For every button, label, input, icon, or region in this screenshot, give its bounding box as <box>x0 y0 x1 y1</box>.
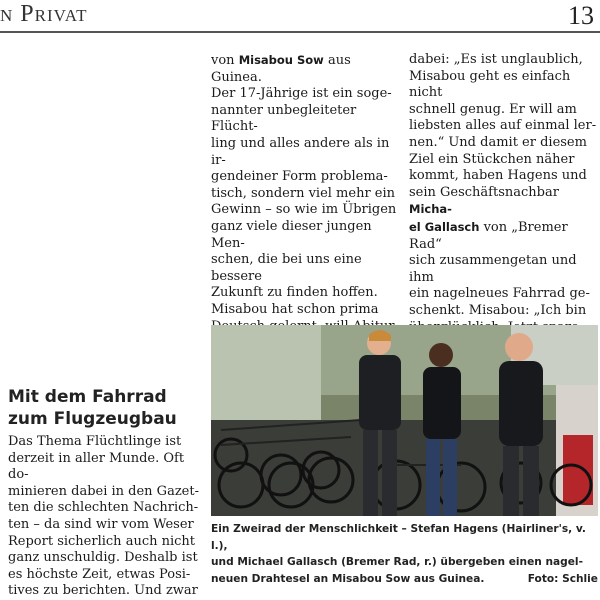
text-line: nen.“ Und damit er diesem <box>409 134 587 150</box>
headline-line: zum Flugzeugbau <box>8 409 177 429</box>
text-line: es höchste Zeit, etwas Posi- <box>8 566 191 582</box>
article-column-left <box>8 434 204 600</box>
text-line: minieren dabei in den Gazet- <box>8 483 199 499</box>
text-line: sich zusammengetan und ihm <box>409 253 577 285</box>
header-rule <box>0 31 600 33</box>
photo-caption <box>211 521 598 587</box>
text-line: tisch, sondern viel mehr ein <box>211 185 396 201</box>
page-header <box>0 0 600 34</box>
text-line: schnell genug. Er will am <box>409 101 577 117</box>
article-headline <box>8 386 204 430</box>
caption-line: Ein Zweirad der Menschlichkeit – Stefan Hagens (Hairliner's, v. l.), <box>211 523 586 552</box>
text-line: Das Thema Flüchtlinge ist <box>8 434 182 449</box>
page-number: 13 <box>568 1 594 30</box>
text-line: ganz viele dieser jungen Men- <box>211 218 372 251</box>
text-line: Misabou geht es einfach nicht <box>409 68 571 101</box>
article-photo <box>211 325 598 516</box>
text-line: nannter unbegleiteter Flücht- <box>211 102 357 135</box>
photo-illustration <box>211 325 598 516</box>
text-line: Der 17-Jährige ist ein soge- <box>211 86 392 102</box>
caption-line: neuen Drahtesel an Misabou Sow aus Guinea. Foto: Schlie <box>211 571 598 588</box>
name-michael-gallasch-part2: el Gallasch <box>409 219 480 234</box>
text-line: Zukunft zu finden hoffen. <box>211 285 378 301</box>
text-line: derzeit in aller Munde. Oft do- <box>8 450 185 483</box>
text-line: liebsten alles auf einmal ler- <box>409 118 597 134</box>
text-line: ein nagelneues Fahrrad ge- <box>409 286 590 302</box>
text-line: schenkt. Misabou: „Ich bin <box>409 302 587 318</box>
text-line: Ziel ein Stückchen näher <box>409 151 575 167</box>
text-line: ling und alles andere als in ir- <box>211 135 390 168</box>
text-line: Report sicherlich auch nicht <box>8 533 196 549</box>
text-line: kommt, haben Hagens und <box>409 168 587 184</box>
name-michael-gallasch-part1: Micha- <box>409 202 452 217</box>
caption-line: und Michael Gallasch (Bremer Rad, r.) übergeben einen nagel- <box>211 556 583 568</box>
text-line: schen, die bei uns eine bessere <box>211 252 362 284</box>
text-line: Misabou hat schon prima <box>211 301 379 317</box>
text-line: gendeiner Form problema- <box>211 169 388 185</box>
photo-credit: Foto: Schlie <box>527 572 598 585</box>
text-line: ganz unschuldig. Deshalb ist <box>8 550 198 566</box>
text-line: ten die schlechten Nachrich- <box>8 500 199 516</box>
text-line: Gewinn – so wie im Übrigen <box>211 202 397 218</box>
text-line: von Misabou Sow aus Guinea. <box>211 53 351 85</box>
name-misabou: Misabou Sow <box>238 53 324 67</box>
text-line: dabei: „Es ist unglaublich, <box>409 52 583 67</box>
text-line: sein Geschäftsnachbar Micha- <box>409 184 559 217</box>
text-line: el Gallasch von „Bremer Rad“ <box>409 219 568 252</box>
text-line: tives zu berichten. Und zwar <box>8 583 198 599</box>
text-line: ten – da sind wir vom Weser <box>8 516 194 532</box>
headline-line: Mit dem Fahrrad <box>8 387 167 407</box>
section-title: n Privat <box>0 1 88 27</box>
